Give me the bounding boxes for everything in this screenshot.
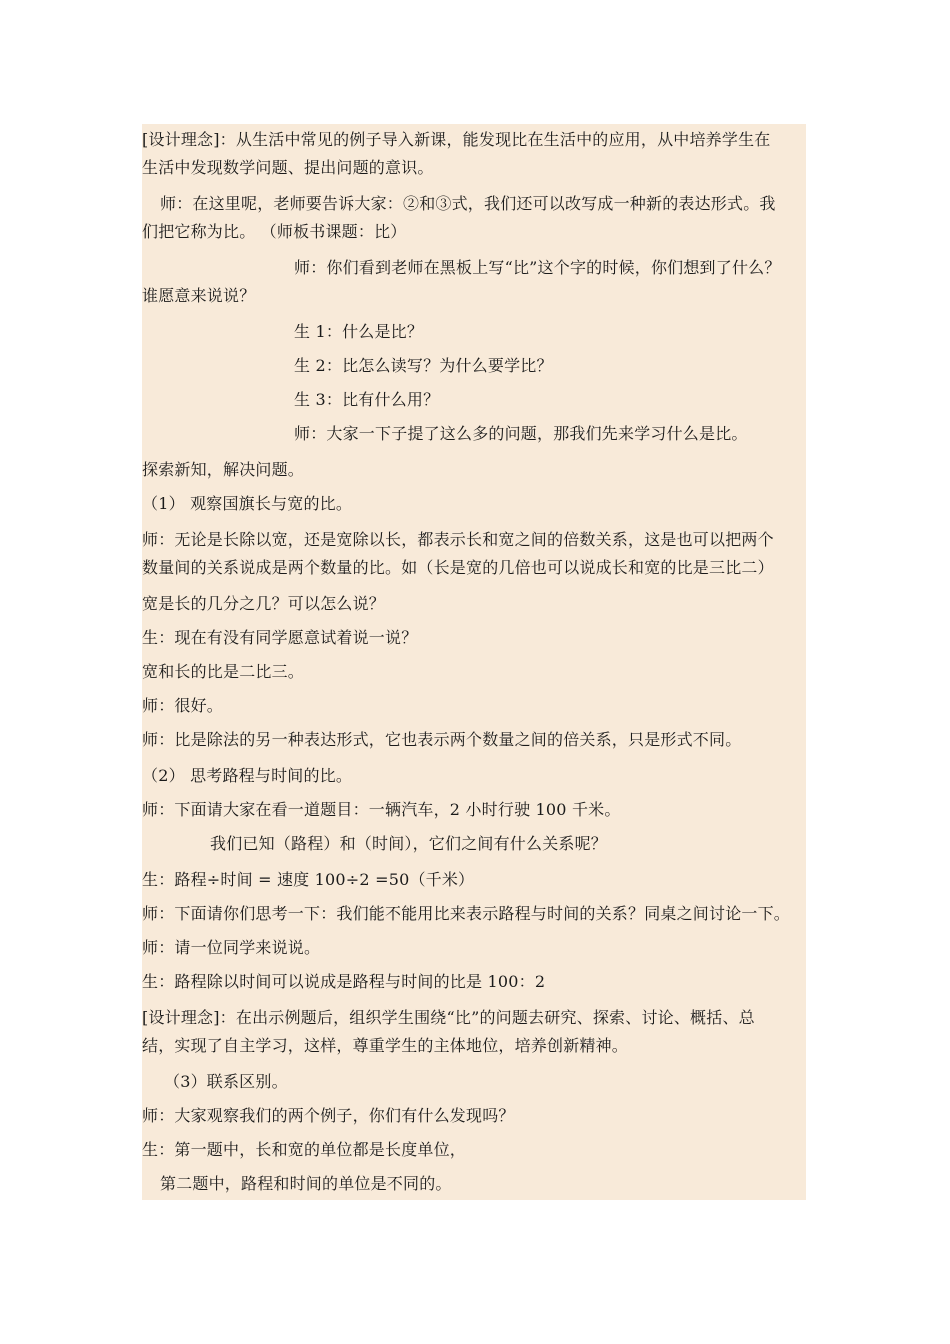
- text-line: 生：第一题中，长和宽的单位都是长度单位，: [142, 1140, 467, 1159]
- text-line: 师：下面请大家在看一道题目：一辆汽车，2 小时行驶 100 千米。: [142, 800, 621, 819]
- text-line: 师：大家一下子提了这么多的问题，那我们先来学习什么是比。: [294, 424, 748, 443]
- text-line: 师：比是除法的另一种表达形式，它也表示两个数量之间的倍关系，只是形式不同。: [142, 730, 742, 749]
- text-line: （3）联系区别。: [164, 1072, 288, 1091]
- text-line: 结，实现了自主学习，这样，尊重学生的主体地位，培养创新精神。: [142, 1036, 629, 1055]
- text-line: [设计理念]：从生活中常见的例子导入新课，能发现比在生活中的应用，从中培养学生在: [142, 130, 771, 149]
- text-line: [设计理念]：在出示例题后，组织学生围绕“比”的问题去研究、探索、讨论、概括、总: [142, 1008, 755, 1027]
- text-line: 生活中发现数学问题、提出问题的意识。: [142, 158, 434, 177]
- text-line: 生：路程÷时间 = 速度 100÷2 =50（千米）: [142, 870, 475, 889]
- text-line: （1） 观察国旗长与宽的比。: [142, 494, 353, 513]
- text-line: 师：大家观察我们的两个例子，你们有什么发现吗？: [142, 1106, 515, 1125]
- text-line: 师：无论是长除以宽，还是宽除以长，都表示长和宽之间的倍数关系，这是也可以把两个: [142, 530, 774, 549]
- text-line: 第二题中，路程和时间的单位是不同的。: [160, 1174, 452, 1193]
- text-line: 探索新知，解决问题。: [142, 460, 305, 479]
- text-line: 谁愿意来说说？: [142, 286, 256, 305]
- text-line: （2） 思考路程与时间的比。: [142, 766, 353, 785]
- text-line: 师：很好。: [142, 696, 224, 715]
- text-line: 生 2：比怎么读写？为什么要学比？: [294, 356, 553, 375]
- text-line: 师：你们看到老师在黑板上写“比”这个字的时候，你们想到了什么？: [294, 258, 781, 277]
- text-line: 生：路程除以时间可以说成是路程与时间的比是 100：2: [142, 972, 546, 991]
- text-line: 们把它称为比。 （师板书课题：比）: [142, 222, 407, 241]
- text-line: 数量间的关系说成是两个数量的比。如（长是宽的几倍也可以说成长和宽的比是三比二）: [142, 558, 774, 577]
- text-line: 师：下面请你们思考一下：我们能不能用比来表示路程与时间的关系？同桌之间讨论一下。: [142, 904, 791, 923]
- text-line: 师：请一位同学来说说。: [142, 938, 321, 957]
- text-line: 宽和长的比是二比三。: [142, 662, 305, 681]
- text-line: 师：在这里呢，老师要告诉大家：②和③式，我们还可以改写成一种新的表达形式。我: [160, 194, 776, 213]
- text-line: 生：现在有没有同学愿意试着说一说？: [142, 628, 418, 647]
- text-line: 生 3：比有什么用？: [294, 390, 440, 409]
- text-line: 生 1：什么是比？: [294, 322, 424, 341]
- document-page: [142, 124, 806, 1200]
- text-line: 我们已知（路程）和（时间），它们之间有什么关系呢？: [210, 834, 608, 853]
- text-line: 宽是长的几分之几？可以怎么说？: [142, 594, 386, 613]
